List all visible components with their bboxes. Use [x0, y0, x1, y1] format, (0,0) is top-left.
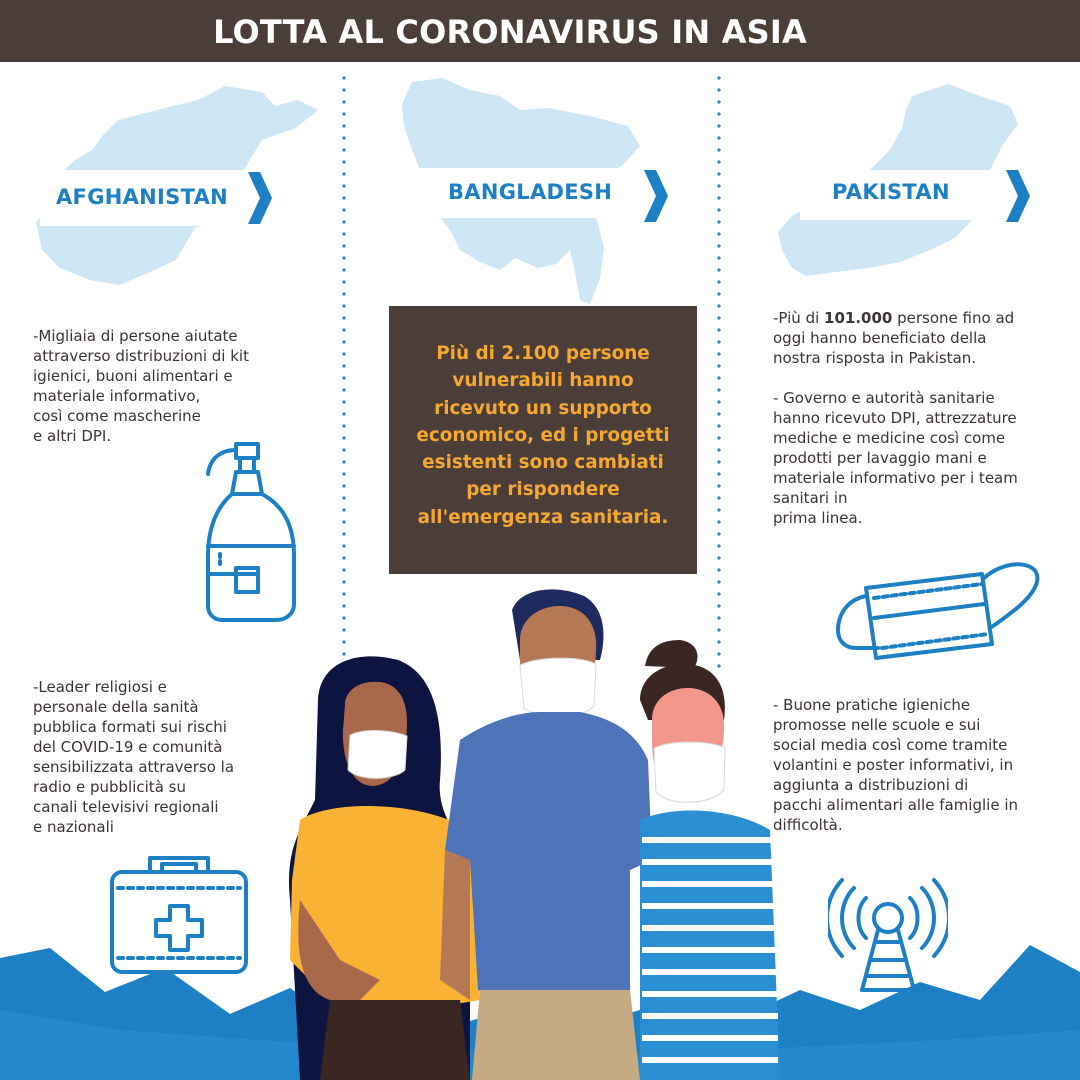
- chevron-right-icon: [642, 168, 670, 224]
- pakistan-paragraph-2: - Governo e autorità sanitarie hanno ricevuto DPI, attrezzature mediche e medicine così come prodotti per lavaggio mani e materiale informativo per i team sanitari in prima linea.: [773, 389, 1018, 527]
- bangladesh-highlight-box: [389, 306, 697, 574]
- sanitizer-bottle-icon: [196, 436, 306, 626]
- afghanistan-paragraph-2: -Leader religiosi e personale della sanità pubblica formati sui rischi del COVID-19 e comunità sensibilizzata attraverso la radio e pubblicità su canali televisivi regionali e nazionali: [33, 678, 235, 836]
- country-label-pakistan: PAKISTAN: [832, 180, 950, 204]
- pakistan-paragraph-3: - Buone pratiche igieniche promosse nelle scuole e sui social media così come tramite volantini e poster informativi, in aggiunta a distribuzioni di pacchi alimentari alle famiglie in difficoltà.: [773, 696, 1019, 834]
- chevron-right-icon: [1004, 168, 1032, 224]
- face-mask-icon: [832, 556, 1042, 668]
- country-label-bangladesh: BANGLADESH: [448, 180, 613, 204]
- page-title: LOTTA AL CORONAVIRUS IN ASIA: [213, 13, 807, 51]
- country-label-afghanistan: AFGHANISTAN: [56, 185, 228, 209]
- bangladesh-highlight-text: Più di 2.100 persone vulnerabili hanno ricevuto un supporto economico, ed i progetti esistenti sono cambiati per rispondere all'emergenza sanitaria.: [416, 343, 670, 528]
- first-aid-kit-icon: [104, 850, 254, 980]
- radio-tower-icon: [828, 876, 948, 996]
- chevron-right-icon: [246, 170, 274, 226]
- people-illustration: [289, 589, 780, 1080]
- afghanistan-paragraph-1: -Migliaia di persone aiutate attraverso distribuzioni di kit igienici, buoni alimentari e materiale informativo, così come mascherine e altri DPI.: [33, 327, 249, 445]
- pakistan-paragraph-1: [773, 308, 1073, 368]
- pakistan-paragraph-1-end: persone fino ad oggi hanno beneficiato della nostra risposta in Pakistan.: [773, 309, 1015, 367]
- pakistan-paragraph-1-start: -Più di: [773, 309, 825, 327]
- pakistan-beneficiaries-count: 101.000: [824, 309, 893, 327]
